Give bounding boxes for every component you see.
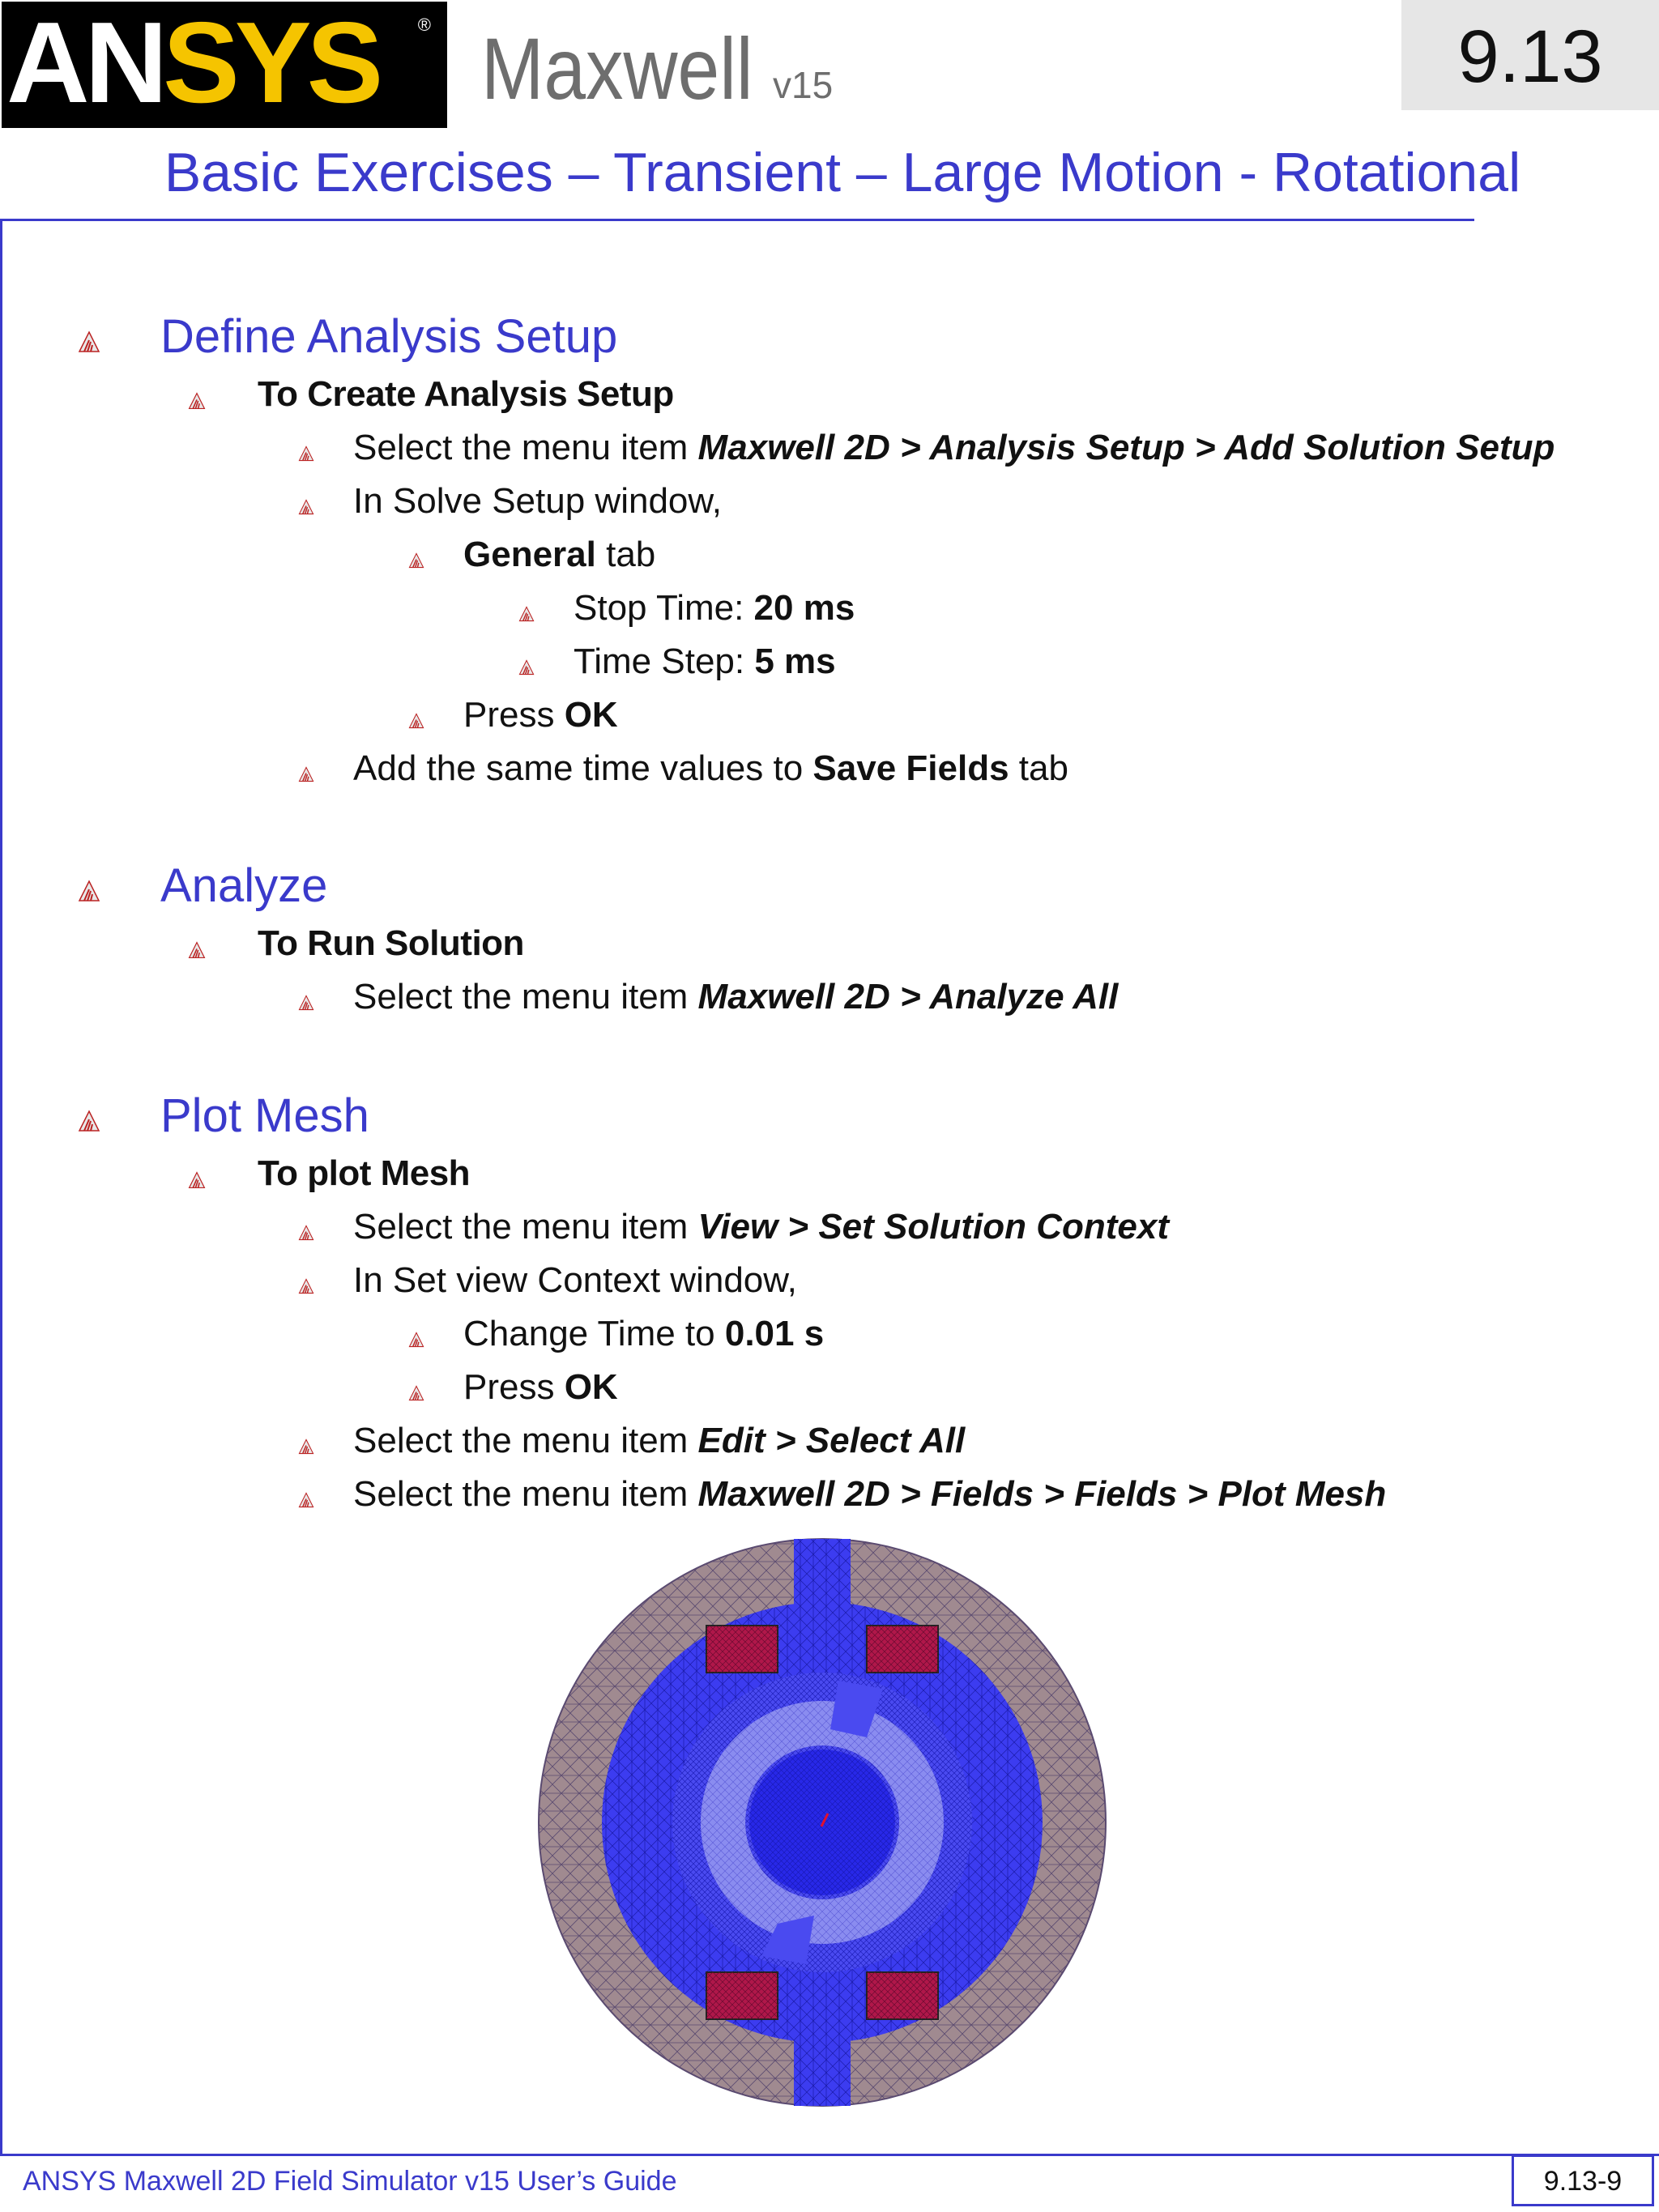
bullet-icon xyxy=(298,995,314,1011)
menu-path: Maxwell 2D > Analyze All xyxy=(697,977,1119,1016)
step-add-solution-setup: Select the menu item Maxwell 2D > Analysis Setup > Add Solution Setup xyxy=(353,428,1555,467)
bullet-icon xyxy=(518,659,535,676)
bullet-icon xyxy=(188,941,206,959)
subheading-create-setup: To Create Analysis Setup xyxy=(258,374,674,414)
chapter-number: 9.13 xyxy=(1457,15,1603,98)
menu-path: Edit > Select All xyxy=(697,1421,966,1460)
step-set-solution-context: Select the menu item View > Set Solution Context xyxy=(353,1207,1169,1247)
step-press-ok-2: Press OK xyxy=(463,1367,618,1407)
bullet-icon xyxy=(188,1171,206,1189)
bullet-icon xyxy=(298,1492,314,1508)
step-save-fields: Add the same time values to Save Fields tab xyxy=(353,748,1068,788)
bullet-icon xyxy=(298,1278,314,1294)
bullet-icon xyxy=(408,1332,424,1348)
motor-mesh-plot xyxy=(535,1535,1110,2110)
page-title: Basic Exercises – Transient – Large Motion - Rotational xyxy=(164,142,1521,203)
section-heading-setup: Define Analysis Setup xyxy=(160,310,618,363)
subheading-run-solution: To Run Solution xyxy=(258,923,524,963)
bullet-icon xyxy=(518,606,535,622)
title-divider xyxy=(0,219,1474,221)
footer-divider xyxy=(0,2154,1659,2156)
bullet-icon xyxy=(298,499,314,515)
footer-guide-title: ANSYS Maxwell 2D Field Simulator v15 User’s Guide xyxy=(23,2166,677,2197)
bullet-icon xyxy=(78,880,100,902)
page-number: 9.13-9 xyxy=(1543,2166,1623,2197)
bullet-icon xyxy=(298,445,314,462)
step-time-step: Time Step: 5 ms xyxy=(574,641,836,681)
bullet-icon xyxy=(408,1385,424,1401)
step-general-tab: General tab xyxy=(463,535,656,574)
ansys-logo-text: ANSYS ® xyxy=(6,0,431,127)
section-heading-plot-mesh: Plot Mesh xyxy=(160,1089,369,1142)
step-plot-mesh: Select the menu item Maxwell 2D > Fields > Fields > Plot Mesh xyxy=(353,1474,1387,1514)
product-name: Maxwell v15 xyxy=(481,19,834,117)
bullet-icon xyxy=(188,392,206,410)
bullet-icon xyxy=(408,713,424,729)
bullet-icon xyxy=(298,1438,314,1455)
menu-path: Maxwell 2D > Analysis Setup > Add Solution Setup xyxy=(697,428,1555,467)
menu-path: View > Set Solution Context xyxy=(697,1207,1169,1247)
step-set-view-context-window: In Set view Context window, xyxy=(353,1260,797,1300)
left-border xyxy=(0,219,2,2154)
bullet-icon xyxy=(298,1225,314,1241)
menu-path: Maxwell 2D > Fields > Fields > Plot Mesh xyxy=(697,1474,1387,1514)
product-version: v15 xyxy=(773,64,834,106)
bullet-icon xyxy=(298,766,314,782)
bullet-icon xyxy=(78,1110,100,1132)
bullet-icon xyxy=(408,552,424,569)
step-stop-time: Stop Time: 20 ms xyxy=(574,588,855,628)
step-select-all: Select the menu item Edit > Select All xyxy=(353,1421,966,1460)
step-change-time: Change Time to 0.01 s xyxy=(463,1314,825,1353)
subheading-plot-mesh: To plot Mesh xyxy=(258,1153,471,1193)
section-heading-analyze: Analyze xyxy=(160,859,328,912)
step-solve-setup-window: In Solve Setup window, xyxy=(353,481,722,521)
bullet-icon xyxy=(78,330,100,353)
step-press-ok: Press OK xyxy=(463,695,618,735)
step-analyze-all: Select the menu item Maxwell 2D > Analyze All xyxy=(353,977,1119,1016)
